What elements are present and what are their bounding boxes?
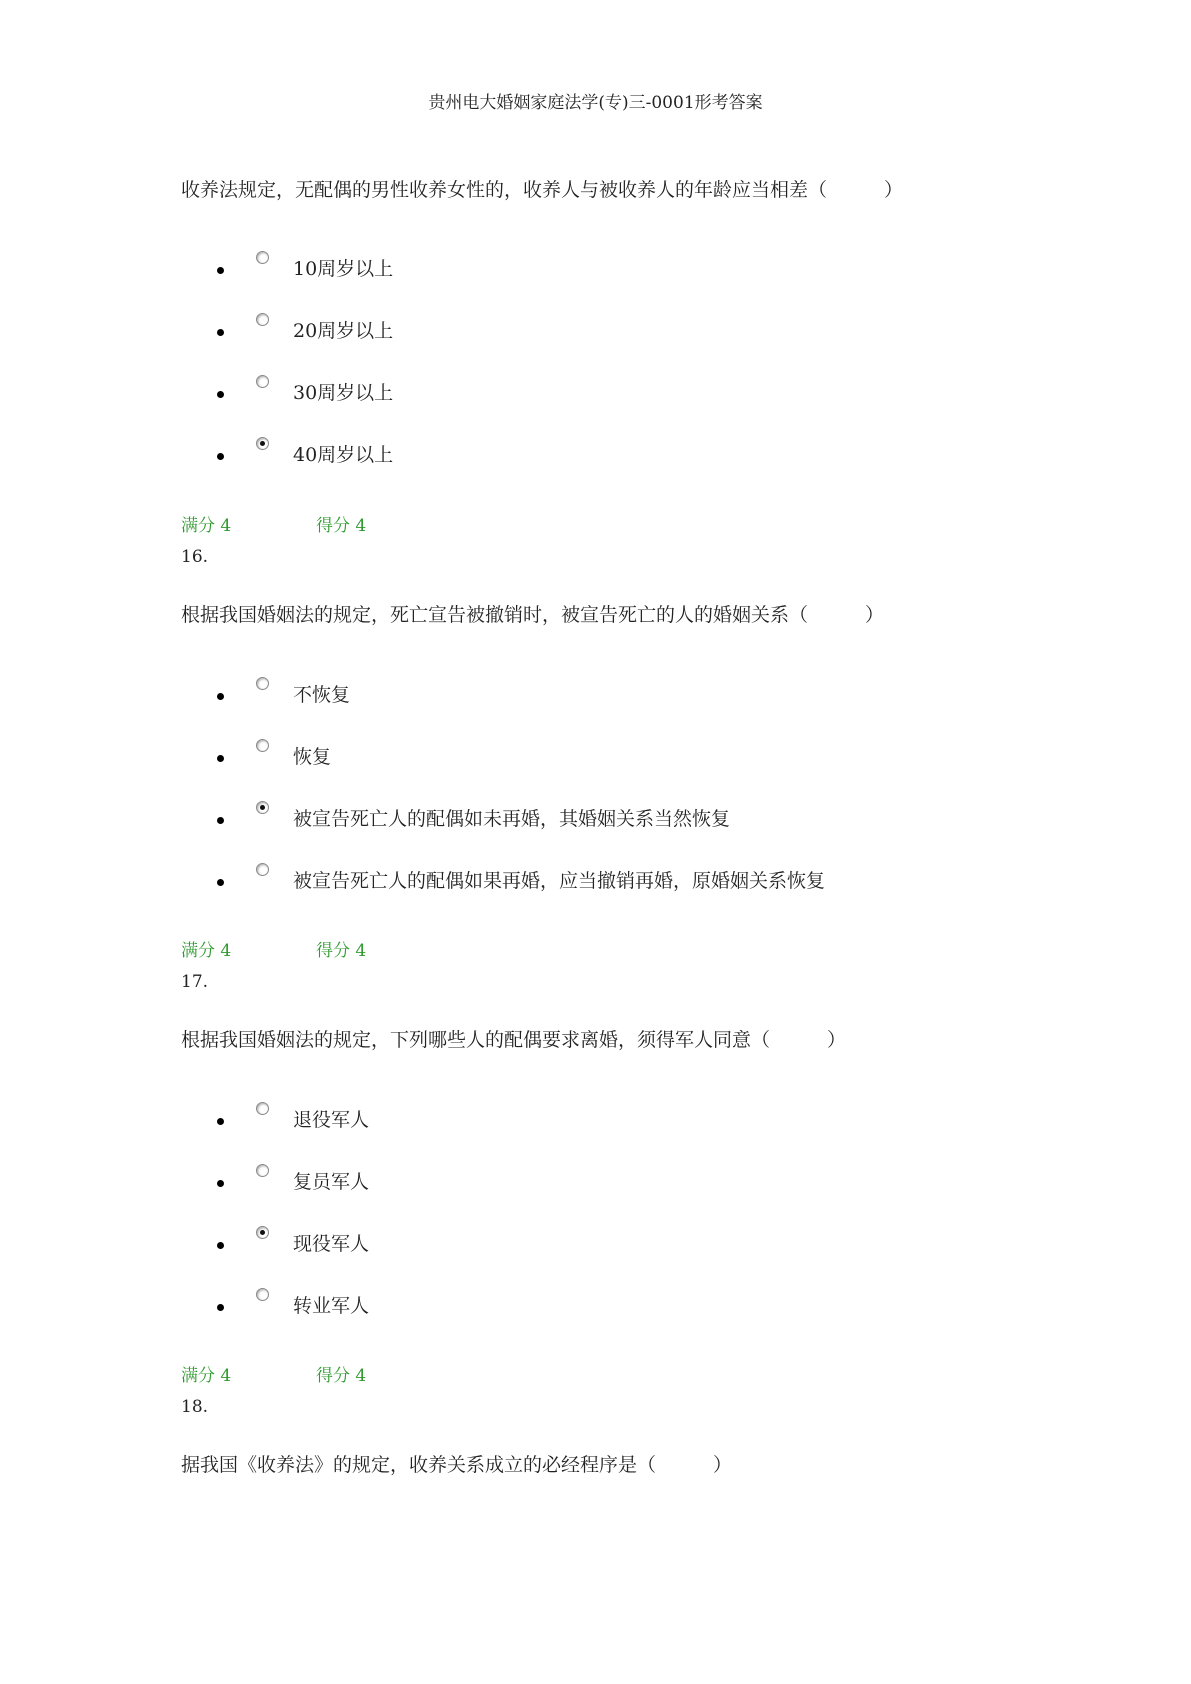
full-score: 满分 4 — [181, 941, 232, 961]
option-row — [0, 1164, 1191, 1204]
option-label: 复员军人 — [293, 1171, 370, 1193]
bullet-icon — [217, 1242, 224, 1249]
bullet-icon — [217, 755, 224, 762]
question-number: 16. — [181, 547, 209, 567]
score-line — [181, 1365, 367, 1387]
radio-button[interactable] — [256, 251, 269, 264]
got-score: 得分 4 — [316, 941, 367, 961]
full-score: 满分 4 — [181, 1366, 232, 1386]
option-label: 不恢复 — [293, 684, 351, 706]
bullet-icon — [217, 1180, 224, 1187]
option-label: 退役军人 — [293, 1109, 370, 1131]
option-row — [0, 1226, 1191, 1266]
bullet-icon — [217, 693, 224, 700]
got-score: 得分 4 — [316, 1366, 367, 1386]
bullet-icon — [217, 1118, 224, 1125]
option-row — [0, 251, 1191, 291]
bullet-icon — [217, 391, 224, 398]
radio-button[interactable] — [256, 739, 269, 752]
option-label: 20周岁以上 — [293, 320, 394, 342]
option-label: 被宣告死亡人的配偶如未再婚，其婚姻关系当然恢复 — [293, 808, 731, 830]
question-text: 根据我国婚姻法的规定，死亡宣告被撤销时，被宣告死亡的人的婚姻关系（ ） — [181, 604, 885, 626]
option-label: 现役军人 — [293, 1233, 370, 1255]
radio-button-selected[interactable] — [256, 801, 269, 814]
option-label: 被宣告死亡人的配偶如果再婚，应当撤销再婚，原婚姻关系恢复 — [293, 870, 826, 892]
option-row — [0, 739, 1191, 779]
option-row — [0, 437, 1191, 477]
radio-button[interactable] — [256, 677, 269, 690]
option-row — [0, 801, 1191, 841]
option-row — [0, 1288, 1191, 1328]
question-text: 据我国《收养法》的规定，收养关系成立的必经程序是（ ） — [181, 1454, 733, 1476]
option-row — [0, 863, 1191, 903]
bullet-icon — [217, 329, 224, 336]
bullet-icon — [217, 267, 224, 274]
option-label: 10周岁以上 — [293, 258, 394, 280]
question-number: 17. — [181, 972, 209, 992]
question-text: 收养法规定，无配偶的男性收养女性的，收养人与被收养人的年龄应当相差（ ） — [181, 179, 904, 201]
radio-button-selected[interactable] — [256, 437, 269, 450]
radio-button[interactable] — [256, 863, 269, 876]
radio-button[interactable] — [256, 1102, 269, 1115]
option-row — [0, 375, 1191, 415]
radio-button[interactable] — [256, 313, 269, 326]
score-line — [181, 515, 367, 537]
option-label: 恢复 — [293, 746, 332, 768]
radio-button[interactable] — [256, 1288, 269, 1301]
document-title: 贵州电大婚姻家庭法学(专)三-0001形考答案 — [428, 93, 763, 113]
full-score: 满分 4 — [181, 516, 232, 536]
bullet-icon — [217, 1304, 224, 1311]
bullet-icon — [217, 453, 224, 460]
got-score: 得分 4 — [316, 516, 367, 536]
option-label: 转业军人 — [293, 1295, 370, 1317]
radio-button-selected[interactable] — [256, 1226, 269, 1239]
bullet-icon — [217, 817, 224, 824]
radio-button[interactable] — [256, 1164, 269, 1177]
option-row — [0, 677, 1191, 717]
option-row — [0, 313, 1191, 353]
radio-button[interactable] — [256, 375, 269, 388]
question-text: 根据我国婚姻法的规定，下列哪些人的配偶要求离婚，须得军人同意（ ） — [181, 1029, 847, 1051]
bullet-icon — [217, 879, 224, 886]
option-label: 40周岁以上 — [293, 444, 394, 466]
score-line — [181, 940, 367, 962]
question-number: 18. — [181, 1397, 209, 1417]
option-row — [0, 1102, 1191, 1142]
option-label: 30周岁以上 — [293, 382, 394, 404]
